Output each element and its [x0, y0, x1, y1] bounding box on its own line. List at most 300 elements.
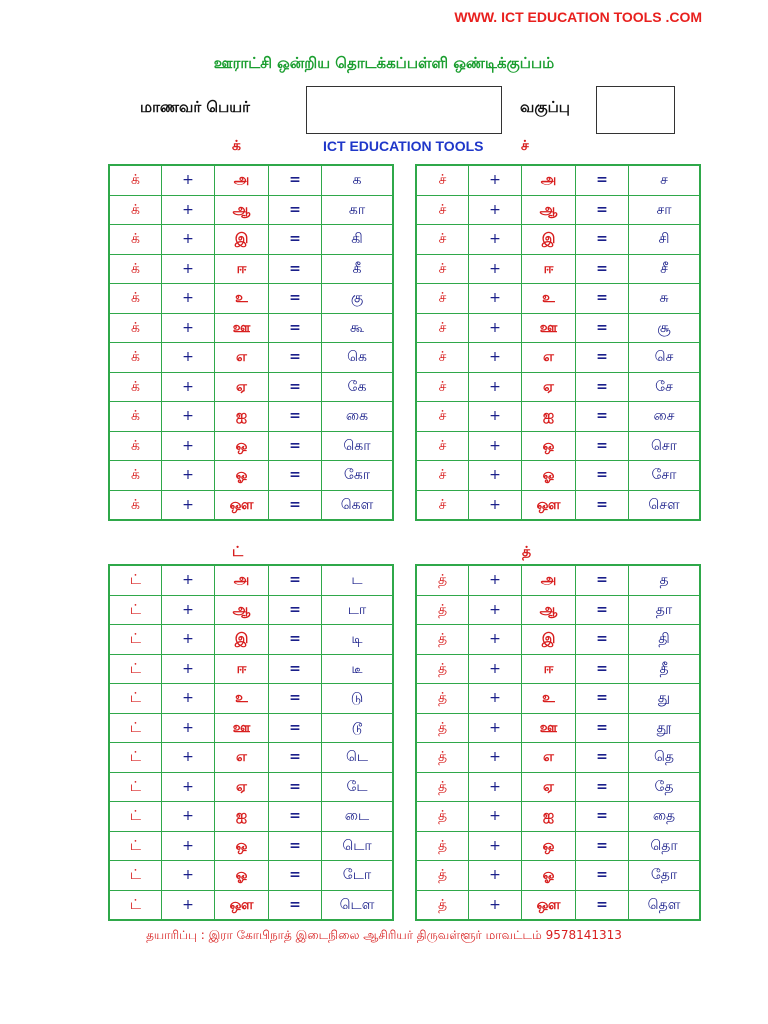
- equals-cell: =: [269, 461, 322, 491]
- table-row: [416, 743, 700, 773]
- vowel-cell: உ: [522, 684, 576, 714]
- vowel-cell: ஓ: [215, 861, 269, 891]
- letter-table-cha: [415, 164, 701, 521]
- plus-cell: +: [162, 772, 215, 802]
- equals-cell: =: [576, 402, 629, 432]
- vowel-cell: ஒ: [215, 431, 269, 461]
- result-cell: கொ: [322, 431, 394, 461]
- consonant-cell: க்: [109, 195, 162, 225]
- vowel-cell: ஔ: [215, 490, 269, 520]
- vowel-cell: அ: [522, 165, 576, 195]
- table-heading-ka: க்: [232, 138, 241, 154]
- table-row: [109, 431, 393, 461]
- consonant-cell: க்: [109, 254, 162, 284]
- consonant-cell: த்: [416, 802, 469, 832]
- result-cell: சௌ: [629, 490, 701, 520]
- table-row: [416, 195, 700, 225]
- result-cell: கி: [322, 225, 394, 255]
- plus-cell: +: [469, 372, 522, 402]
- equals-cell: =: [269, 802, 322, 832]
- plus-cell: +: [469, 402, 522, 432]
- equals-cell: =: [576, 684, 629, 714]
- table-row: [109, 343, 393, 373]
- plus-cell: +: [162, 431, 215, 461]
- table-row: [109, 254, 393, 284]
- site-url: WWW. ICT EDUCATION TOOLS .COM: [454, 9, 702, 25]
- consonant-cell: ட்: [109, 861, 162, 891]
- result-cell: கௌ: [322, 490, 394, 520]
- table-row: [109, 490, 393, 520]
- vowel-cell: ஏ: [215, 772, 269, 802]
- plus-cell: +: [469, 225, 522, 255]
- result-cell: தூ: [629, 713, 701, 743]
- result-cell: சொ: [629, 431, 701, 461]
- consonant-cell: ச்: [416, 461, 469, 491]
- consonant-cell: த்: [416, 625, 469, 655]
- plus-cell: +: [162, 565, 215, 595]
- equals-cell: =: [269, 654, 322, 684]
- table-row: [416, 890, 700, 920]
- plus-cell: +: [469, 461, 522, 491]
- vowel-cell: ஆ: [215, 195, 269, 225]
- footer-credit: தயாரிப்பு : இரா கோபிநாத் இடைநிலை ஆசிரியர் திருவள்ளூர் மாவட்டம் 9578141313: [146, 928, 622, 942]
- equals-cell: =: [269, 565, 322, 595]
- table-row: [109, 654, 393, 684]
- result-cell: டி: [322, 625, 394, 655]
- vowel-cell: ஓ: [215, 461, 269, 491]
- table-row: [109, 831, 393, 861]
- vowel-cell: அ: [215, 565, 269, 595]
- vowel-cell: அ: [522, 565, 576, 595]
- consonant-cell: ட்: [109, 890, 162, 920]
- table-row: [416, 343, 700, 373]
- plus-cell: +: [469, 431, 522, 461]
- result-cell: தௌ: [629, 890, 701, 920]
- equals-cell: =: [576, 654, 629, 684]
- consonant-cell: ச்: [416, 372, 469, 402]
- plus-cell: +: [469, 254, 522, 284]
- result-cell: தீ: [629, 654, 701, 684]
- equals-cell: =: [269, 831, 322, 861]
- table-row: [109, 313, 393, 343]
- equals-cell: =: [576, 743, 629, 773]
- table-row: [109, 743, 393, 773]
- consonant-cell: த்: [416, 654, 469, 684]
- plus-cell: +: [162, 713, 215, 743]
- equals-cell: =: [269, 165, 322, 195]
- plus-cell: +: [162, 595, 215, 625]
- plus-cell: +: [469, 890, 522, 920]
- plus-cell: +: [469, 565, 522, 595]
- plus-cell: +: [162, 284, 215, 314]
- result-cell: ட: [322, 565, 394, 595]
- vowel-cell: உ: [522, 284, 576, 314]
- consonant-cell: க்: [109, 313, 162, 343]
- result-cell: கோ: [322, 461, 394, 491]
- vowel-cell: ஓ: [522, 461, 576, 491]
- equals-cell: =: [576, 284, 629, 314]
- equals-cell: =: [269, 490, 322, 520]
- table-row: [416, 595, 700, 625]
- vowel-cell: ஏ: [522, 372, 576, 402]
- table-row: [416, 802, 700, 832]
- consonant-cell: த்: [416, 743, 469, 773]
- vowel-cell: ஊ: [215, 713, 269, 743]
- plus-cell: +: [162, 372, 215, 402]
- consonant-cell: க்: [109, 225, 162, 255]
- equals-cell: =: [576, 861, 629, 891]
- result-cell: டீ: [322, 654, 394, 684]
- consonant-cell: த்: [416, 772, 469, 802]
- vowel-cell: ஆ: [522, 195, 576, 225]
- plus-cell: +: [469, 195, 522, 225]
- result-cell: டு: [322, 684, 394, 714]
- result-cell: கூ: [322, 313, 394, 343]
- consonant-cell: ட்: [109, 772, 162, 802]
- plus-cell: +: [162, 490, 215, 520]
- consonant-cell: ச்: [416, 254, 469, 284]
- result-cell: கு: [322, 284, 394, 314]
- vowel-cell: எ: [522, 743, 576, 773]
- table-row: [416, 861, 700, 891]
- result-cell: சி: [629, 225, 701, 255]
- vowel-cell: உ: [215, 684, 269, 714]
- vowel-cell: உ: [215, 284, 269, 314]
- result-cell: டௌ: [322, 890, 394, 920]
- table-row: [109, 195, 393, 225]
- vowel-cell: ஒ: [522, 831, 576, 861]
- table-row: [416, 654, 700, 684]
- table-heading-ta: ட்: [232, 544, 244, 560]
- result-cell: கீ: [322, 254, 394, 284]
- result-cell: டெ: [322, 743, 394, 773]
- vowel-cell: ஏ: [522, 772, 576, 802]
- result-cell: சீ: [629, 254, 701, 284]
- result-cell: டோ: [322, 861, 394, 891]
- table-row: [416, 402, 700, 432]
- result-cell: சை: [629, 402, 701, 432]
- consonant-cell: ட்: [109, 713, 162, 743]
- equals-cell: =: [576, 313, 629, 343]
- result-cell: சூ: [629, 313, 701, 343]
- plus-cell: +: [469, 625, 522, 655]
- consonant-cell: த்: [416, 684, 469, 714]
- vowel-cell: ஊ: [522, 713, 576, 743]
- equals-cell: =: [269, 313, 322, 343]
- vowel-cell: ஏ: [215, 372, 269, 402]
- plus-cell: +: [469, 861, 522, 891]
- plus-cell: +: [469, 772, 522, 802]
- equals-cell: =: [576, 225, 629, 255]
- table-row: [109, 890, 393, 920]
- equals-cell: =: [269, 343, 322, 373]
- equals-cell: =: [576, 713, 629, 743]
- letter-table-ta: [108, 564, 394, 921]
- table-row: [416, 254, 700, 284]
- plus-cell: +: [469, 490, 522, 520]
- plus-cell: +: [469, 313, 522, 343]
- equals-cell: =: [576, 461, 629, 491]
- plus-cell: +: [162, 313, 215, 343]
- equals-cell: =: [269, 713, 322, 743]
- equals-cell: =: [269, 772, 322, 802]
- plus-cell: +: [469, 284, 522, 314]
- consonant-cell: ச்: [416, 284, 469, 314]
- vowel-cell: ஐ: [522, 802, 576, 832]
- equals-cell: =: [576, 372, 629, 402]
- table-row: [109, 372, 393, 402]
- result-cell: தே: [629, 772, 701, 802]
- table-row: [109, 772, 393, 802]
- vowel-cell: ஐ: [522, 402, 576, 432]
- consonant-cell: ச்: [416, 165, 469, 195]
- equals-cell: =: [269, 431, 322, 461]
- equals-cell: =: [269, 861, 322, 891]
- table-row: [109, 595, 393, 625]
- consonant-cell: ட்: [109, 802, 162, 832]
- equals-cell: =: [269, 195, 322, 225]
- consonant-cell: க்: [109, 431, 162, 461]
- equals-cell: =: [576, 195, 629, 225]
- plus-cell: +: [469, 654, 522, 684]
- equals-cell: =: [576, 802, 629, 832]
- equals-cell: =: [576, 625, 629, 655]
- plus-cell: +: [162, 831, 215, 861]
- plus-cell: +: [469, 713, 522, 743]
- equals-cell: =: [269, 402, 322, 432]
- table-row: [416, 831, 700, 861]
- plus-cell: +: [162, 254, 215, 284]
- result-cell: கே: [322, 372, 394, 402]
- result-cell: தை: [629, 802, 701, 832]
- result-cell: சோ: [629, 461, 701, 491]
- consonant-cell: க்: [109, 372, 162, 402]
- table-row: [109, 684, 393, 714]
- vowel-cell: ஆ: [215, 595, 269, 625]
- result-cell: டை: [322, 802, 394, 832]
- equals-cell: =: [576, 565, 629, 595]
- vowel-cell: ஔ: [522, 890, 576, 920]
- vowel-cell: ஈ: [215, 254, 269, 284]
- consonant-cell: த்: [416, 890, 469, 920]
- consonant-cell: ட்: [109, 565, 162, 595]
- equals-cell: =: [269, 284, 322, 314]
- consonant-cell: க்: [109, 343, 162, 373]
- equals-cell: =: [576, 254, 629, 284]
- plus-cell: +: [162, 461, 215, 491]
- table-row: [416, 625, 700, 655]
- center-title: ICT EDUCATION TOOLS: [323, 138, 484, 154]
- equals-cell: =: [576, 831, 629, 861]
- vowel-cell: இ: [215, 225, 269, 255]
- vowel-cell: ஓ: [522, 861, 576, 891]
- result-cell: தெ: [629, 743, 701, 773]
- letter-table-tha: [415, 564, 701, 921]
- table-row: [416, 372, 700, 402]
- vowel-cell: ஒ: [522, 431, 576, 461]
- equals-cell: =: [269, 372, 322, 402]
- table-row: [109, 861, 393, 891]
- table-row: [109, 802, 393, 832]
- vowel-cell: ஒ: [215, 831, 269, 861]
- result-cell: கெ: [322, 343, 394, 373]
- plus-cell: +: [162, 684, 215, 714]
- vowel-cell: அ: [215, 165, 269, 195]
- result-cell: த: [629, 565, 701, 595]
- table-row: [109, 402, 393, 432]
- plus-cell: +: [469, 831, 522, 861]
- plus-cell: +: [162, 654, 215, 684]
- class-box[interactable]: [596, 86, 675, 134]
- vowel-cell: எ: [522, 343, 576, 373]
- equals-cell: =: [269, 595, 322, 625]
- plus-cell: +: [162, 165, 215, 195]
- result-cell: செ: [629, 343, 701, 373]
- equals-cell: =: [576, 165, 629, 195]
- consonant-cell: ட்: [109, 684, 162, 714]
- equals-cell: =: [576, 890, 629, 920]
- consonant-cell: ச்: [416, 343, 469, 373]
- vowel-cell: ஐ: [215, 802, 269, 832]
- vowel-cell: எ: [215, 743, 269, 773]
- plus-cell: +: [162, 861, 215, 891]
- plus-cell: +: [162, 890, 215, 920]
- vowel-cell: ஊ: [215, 313, 269, 343]
- table-row: [416, 565, 700, 595]
- table-row: [416, 431, 700, 461]
- result-cell: து: [629, 684, 701, 714]
- table-heading-cha: ச்: [521, 138, 529, 154]
- result-cell: சு: [629, 284, 701, 314]
- consonant-cell: க்: [109, 402, 162, 432]
- consonant-cell: த்: [416, 861, 469, 891]
- plus-cell: +: [162, 625, 215, 655]
- vowel-cell: இ: [522, 625, 576, 655]
- consonant-cell: த்: [416, 713, 469, 743]
- table-row: [416, 490, 700, 520]
- table-row: [109, 225, 393, 255]
- result-cell: தொ: [629, 831, 701, 861]
- equals-cell: =: [576, 343, 629, 373]
- table-row: [109, 565, 393, 595]
- consonant-cell: த்: [416, 831, 469, 861]
- vowel-cell: ஆ: [522, 595, 576, 625]
- result-cell: தி: [629, 625, 701, 655]
- table-row: [109, 284, 393, 314]
- result-cell: டொ: [322, 831, 394, 861]
- consonant-cell: க்: [109, 461, 162, 491]
- plus-cell: +: [162, 743, 215, 773]
- plus-cell: +: [162, 195, 215, 225]
- plus-cell: +: [469, 343, 522, 373]
- plus-cell: +: [469, 595, 522, 625]
- letter-table-ka: [108, 164, 394, 521]
- vowel-cell: ஈ: [522, 254, 576, 284]
- consonant-cell: ட்: [109, 654, 162, 684]
- table-row: [416, 165, 700, 195]
- equals-cell: =: [576, 595, 629, 625]
- consonant-cell: ட்: [109, 625, 162, 655]
- consonant-cell: த்: [416, 565, 469, 595]
- consonant-cell: ச்: [416, 195, 469, 225]
- vowel-cell: ஔ: [522, 490, 576, 520]
- table-row: [416, 684, 700, 714]
- table-row: [416, 713, 700, 743]
- result-cell: தா: [629, 595, 701, 625]
- table-row: [109, 713, 393, 743]
- equals-cell: =: [269, 225, 322, 255]
- consonant-cell: ச்: [416, 431, 469, 461]
- consonant-cell: ட்: [109, 595, 162, 625]
- result-cell: சே: [629, 372, 701, 402]
- result-cell: ச: [629, 165, 701, 195]
- school-title: ஊராட்சி ஒன்றிய தொடக்கப்பள்ளி ஒண்டிக்குப்பம்: [213, 54, 555, 72]
- table-row: [109, 625, 393, 655]
- plus-cell: +: [469, 165, 522, 195]
- result-cell: தோ: [629, 861, 701, 891]
- plus-cell: +: [162, 402, 215, 432]
- class-label: வகுப்பு: [520, 98, 570, 116]
- equals-cell: =: [576, 772, 629, 802]
- plus-cell: +: [469, 743, 522, 773]
- consonant-cell: ச்: [416, 490, 469, 520]
- equals-cell: =: [269, 743, 322, 773]
- table-heading-tha: த்: [522, 544, 532, 560]
- consonant-cell: ச்: [416, 225, 469, 255]
- result-cell: சா: [629, 195, 701, 225]
- table-row: [416, 284, 700, 314]
- equals-cell: =: [269, 625, 322, 655]
- student-name-box[interactable]: [306, 86, 502, 134]
- student-name-label: மாணவர் பெயர்: [140, 98, 250, 116]
- consonant-cell: க்: [109, 165, 162, 195]
- table-row: [416, 772, 700, 802]
- consonant-cell: க்: [109, 490, 162, 520]
- result-cell: டா: [322, 595, 394, 625]
- consonant-cell: ட்: [109, 743, 162, 773]
- consonant-cell: ச்: [416, 402, 469, 432]
- result-cell: கை: [322, 402, 394, 432]
- consonant-cell: ச்: [416, 313, 469, 343]
- equals-cell: =: [269, 890, 322, 920]
- vowel-cell: இ: [522, 225, 576, 255]
- table-row: [416, 313, 700, 343]
- vowel-cell: ஊ: [522, 313, 576, 343]
- vowel-cell: ஈ: [522, 654, 576, 684]
- result-cell: டூ: [322, 713, 394, 743]
- plus-cell: +: [162, 802, 215, 832]
- plus-cell: +: [469, 802, 522, 832]
- plus-cell: +: [162, 225, 215, 255]
- equals-cell: =: [269, 684, 322, 714]
- consonant-cell: த்: [416, 595, 469, 625]
- equals-cell: =: [269, 254, 322, 284]
- equals-cell: =: [576, 431, 629, 461]
- table-row: [416, 225, 700, 255]
- equals-cell: =: [576, 490, 629, 520]
- consonant-cell: க்: [109, 284, 162, 314]
- vowel-cell: ஈ: [215, 654, 269, 684]
- vowel-cell: இ: [215, 625, 269, 655]
- result-cell: டே: [322, 772, 394, 802]
- consonant-cell: ட்: [109, 831, 162, 861]
- table-row: [109, 165, 393, 195]
- table-row: [109, 461, 393, 491]
- vowel-cell: ஐ: [215, 402, 269, 432]
- plus-cell: +: [162, 343, 215, 373]
- result-cell: கா: [322, 195, 394, 225]
- vowel-cell: எ: [215, 343, 269, 373]
